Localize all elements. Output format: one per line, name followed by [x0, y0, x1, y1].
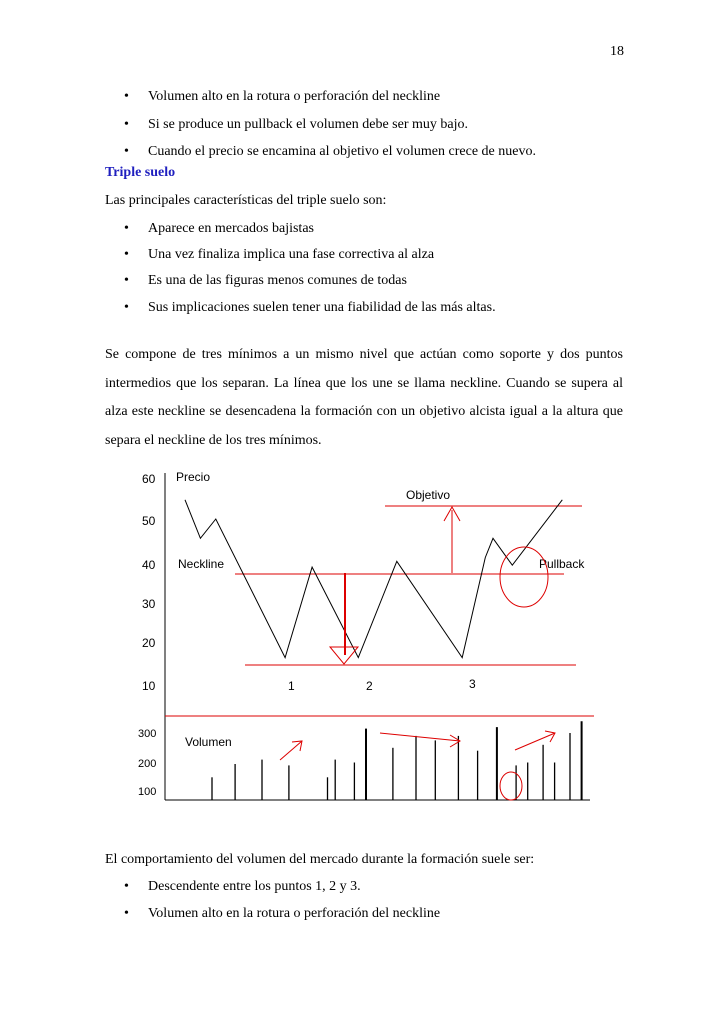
- bullet-icon: •: [124, 221, 129, 236]
- volume-tick-label: 300: [138, 728, 157, 740]
- target-label: Objetivo: [406, 488, 451, 502]
- volume-arrow: [380, 733, 460, 741]
- y-tick-label: 50: [142, 514, 156, 528]
- pullback-circle: [500, 547, 548, 607]
- price-line: [185, 500, 562, 658]
- volume-bars: [212, 721, 582, 800]
- volume-tick-label: 100: [138, 786, 157, 798]
- y-tick-label: 60: [142, 472, 156, 486]
- triple-bottom-chart: [130, 465, 600, 810]
- volume-arrow: [280, 741, 302, 760]
- list-item: Es una de las figuras menos comunes de todas: [148, 273, 407, 288]
- bullet-icon: •: [124, 300, 129, 315]
- y-tick-label: 30: [142, 597, 156, 611]
- intro-text: Las principales características del triple suelo son:: [105, 193, 387, 208]
- bullet-icon: •: [124, 247, 129, 262]
- bullet-icon: •: [124, 273, 129, 288]
- volume-circle: [500, 772, 522, 800]
- y-tick-label: 10: [142, 679, 156, 693]
- bullet-icon: •: [124, 117, 129, 132]
- bullet-icon: •: [124, 89, 129, 104]
- chart-title: Precio: [176, 470, 211, 484]
- list-item: Sus implicaciones suelen tener una fiabilidad de las más altas.: [148, 300, 496, 315]
- body-paragraph: Se compone de tres mínimos a un mismo nivel que actúan como soporte y dos puntos intermedios que los separan. La línea que los une se llama neckline. Cuando se supera al alza este neckline se desencadena la formación con un objetivo alcista igual a la altura que separa el neckline de los tres mínimos.: [105, 347, 623, 448]
- bullet-icon: •: [124, 906, 129, 921]
- y-tick-label: 40: [142, 558, 156, 572]
- volume-label: Volumen: [185, 735, 232, 749]
- list-item: Descendente entre los puntos 1, 2 y 3.: [148, 879, 361, 894]
- page-number: 18: [610, 44, 624, 59]
- neckline-label: Neckline: [178, 557, 225, 571]
- section-title: Triple suelo: [105, 165, 176, 180]
- bullet-icon: •: [124, 879, 129, 894]
- minimum-label: 2: [366, 679, 373, 693]
- minimum-label: 1: [288, 679, 295, 693]
- list-item: Volumen alto en la rotura o perforación del neckline: [148, 89, 441, 104]
- y-tick-label: 20: [142, 636, 156, 650]
- volume-arrow: [515, 733, 555, 750]
- list-item: Cuando el precio se encamina al objetivo el volumen crece de nuevo.: [148, 144, 536, 159]
- bullet-icon: •: [124, 144, 129, 159]
- list-item: Volumen alto en la rotura o perforación del neckline: [148, 906, 441, 921]
- minimum-label: 3: [469, 677, 476, 691]
- volume-tick-label: 200: [138, 758, 157, 770]
- list-item: Aparece en mercados bajistas: [148, 221, 314, 236]
- list-item: Una vez finaliza implica una fase correctiva al alza: [148, 247, 435, 262]
- volume-intro: El comportamiento del volumen del mercado durante la formación suele ser:: [105, 852, 535, 867]
- pullback-label: Pullback: [539, 557, 585, 571]
- list-item: Si se produce un pullback el volumen debe ser muy bajo.: [148, 117, 468, 132]
